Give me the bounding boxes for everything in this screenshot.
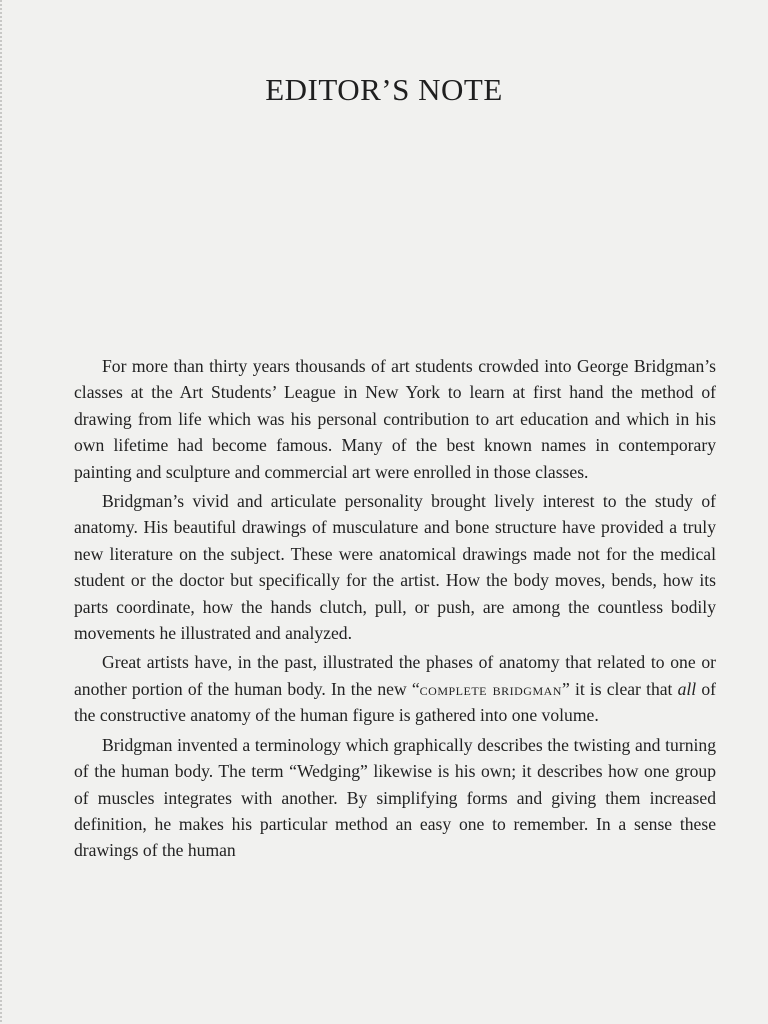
paragraph-3-text-b: ” it is clear that (561, 678, 678, 699)
emphasis-all: all (677, 678, 697, 699)
paragraph-3-text-a: Great artists have, in the past, illustrated the phases of anatomy that related to one or another portion of the human body. In the new “ (74, 652, 716, 699)
page-edge-border (0, 0, 2, 1024)
paragraph-1: For more than thirty years thousands of art students crowded into George Bridgman’s classes at the Art Students’ League in New York to learn at first hand the method of drawing from life which was his personal contribution to art education and which in his own lifetime had become famous. Many of the best known names in contemporary painting and sculpture and commercial art were enrolled in those classes. (74, 356, 716, 482)
paragraph-4: Bridgman invented a terminology which graphically describes the twisting and turning of the human body. The term “Wedging” likewise is his own; it describes how one group of muscles integrates with another. By simplifying forms and giving them increased definition, he makes his particular method an easy one to remember. In a sense these drawings of the human (74, 734, 716, 861)
paragraph-2: Bridgman’s vivid and articulate personality brought lively interest to the study of anatomy. His beautiful drawings of musculature and bone structure have provided a truly new literature on the subject. These were anatomical drawings made not for the medical student or the doctor but specifically for the artist. How the body moves, bends, how its parts coordinate, how the hands clutch, pull, or push, are among the countless bodily movements he illustrated and analyzed. (74, 491, 716, 644)
page-title: EDITOR’S NOTE (265, 72, 503, 107)
body-text (74, 353, 716, 867)
paragraph-3 (74, 649, 716, 728)
book-title-smallcaps: complete bridgman (419, 678, 562, 699)
paragraph-3-text-c: of the constructive anatomy of the human figure is gathered into one volume. (74, 678, 716, 726)
